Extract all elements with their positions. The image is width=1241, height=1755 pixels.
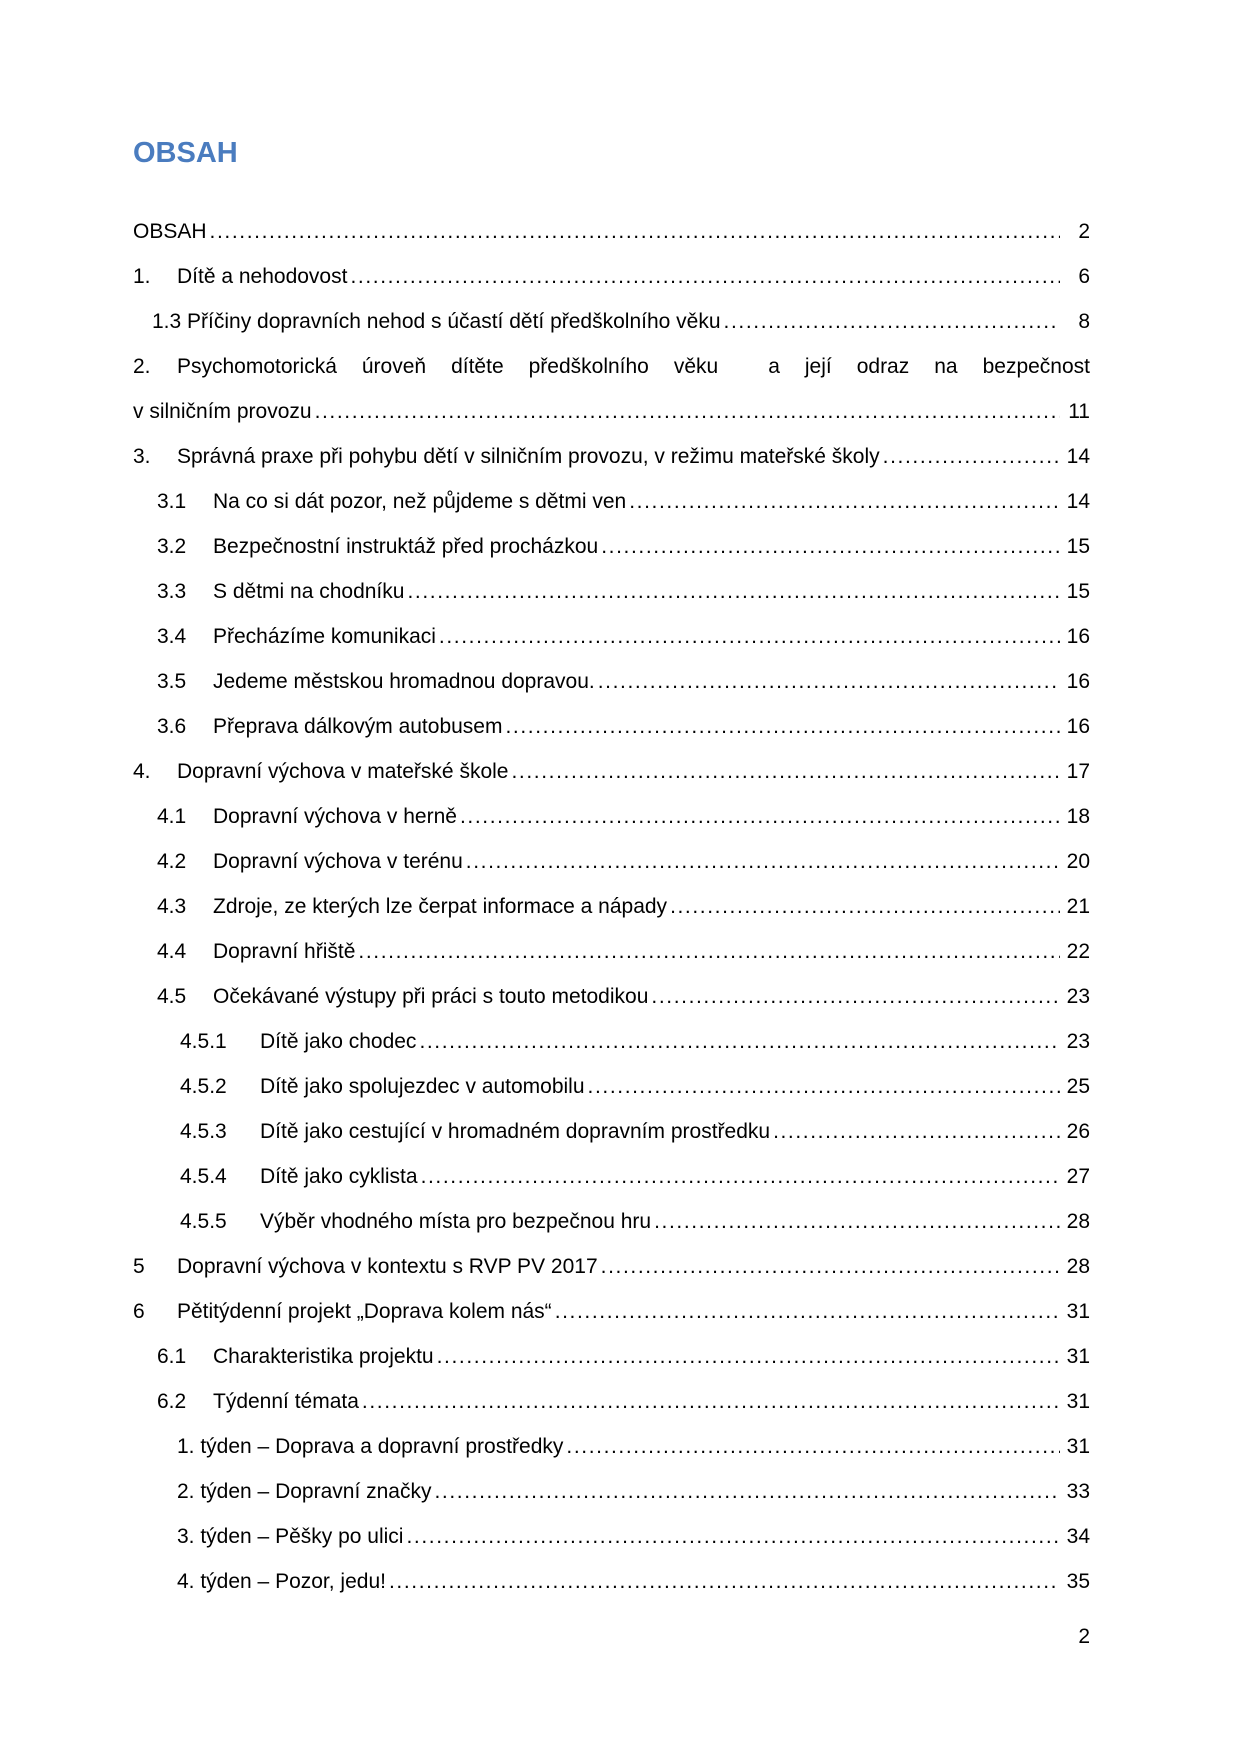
toc-entry[interactable] bbox=[152, 302, 1090, 342]
toc-entry-number: 2. bbox=[133, 355, 151, 378]
toc-entry[interactable] bbox=[177, 1517, 1090, 1557]
toc-entry-page: 28 bbox=[1066, 1210, 1090, 1233]
toc-leader-dots bbox=[407, 572, 1060, 612]
toc-entry-number: 4.5.4 bbox=[180, 1165, 227, 1188]
toc-entry[interactable] bbox=[133, 257, 1090, 297]
toc-entry[interactable] bbox=[133, 752, 1090, 792]
toc-entry-page: 17 bbox=[1066, 760, 1090, 783]
toc-entry-page: 15 bbox=[1066, 580, 1090, 603]
toc-entry-label: 3. týden – Pěšky po ulici bbox=[177, 1525, 404, 1548]
toc-leader-dots bbox=[439, 617, 1060, 657]
toc-leader-dots bbox=[505, 707, 1060, 747]
toc-entry-label: Na co si dát pozor, než půjdeme s dětmi ven bbox=[213, 490, 627, 513]
toc-entry-label: Charakteristika projektu bbox=[213, 1345, 434, 1368]
toc-entry[interactable] bbox=[180, 1112, 1090, 1152]
toc-entry-page: 26 bbox=[1066, 1120, 1090, 1143]
toc-leader-dots bbox=[555, 1292, 1060, 1332]
toc-entry-page: 14 bbox=[1066, 490, 1090, 513]
toc-entry-number: 6.2 bbox=[157, 1390, 187, 1413]
toc-entry-label: Týdenní témata bbox=[213, 1390, 359, 1413]
toc-entry-number: 4.5.5 bbox=[180, 1210, 227, 1233]
toc-entry-label: Dítě jako cyklista bbox=[260, 1165, 418, 1188]
toc-entry[interactable] bbox=[157, 842, 1090, 882]
toc-leader-dots bbox=[629, 482, 1060, 522]
toc-leader-dots bbox=[601, 527, 1060, 567]
toc-entry-number: 5 bbox=[133, 1255, 145, 1278]
toc-leader-dots bbox=[358, 932, 1060, 972]
toc-entry-page: 16 bbox=[1066, 625, 1090, 648]
page-title: OBSAH bbox=[133, 137, 238, 169]
toc-leader-dots bbox=[883, 437, 1060, 477]
toc-entry[interactable] bbox=[157, 482, 1090, 522]
toc-leader-dots bbox=[654, 1202, 1060, 1242]
toc-leader-dots bbox=[670, 887, 1060, 927]
toc-entry-number: 4.5.2 bbox=[180, 1075, 227, 1098]
toc-leader-dots bbox=[437, 1337, 1060, 1377]
toc-entry-page: 14 bbox=[1066, 445, 1090, 468]
toc-entry-label: 2. týden – Dopravní značky bbox=[177, 1480, 432, 1503]
toc-entry-number: 6 bbox=[133, 1300, 145, 1323]
toc-entry-page: 21 bbox=[1066, 895, 1090, 918]
toc-entry-label: Dopravní výchova v mateřské škole bbox=[177, 760, 509, 783]
toc-entry-page: 25 bbox=[1066, 1075, 1090, 1098]
toc-entry[interactable] bbox=[157, 1337, 1090, 1377]
toc-entry-label: Jedeme městskou hromadnou dopravou. bbox=[213, 670, 595, 693]
toc-entry[interactable] bbox=[180, 1022, 1090, 1062]
toc-entry[interactable] bbox=[177, 1472, 1090, 1512]
toc-entry-label: v silničním provozu bbox=[133, 400, 312, 423]
toc-entry-label: 1. týden – Doprava a dopravní prostředky bbox=[177, 1435, 564, 1458]
toc-entry-label: Dopravní výchova v terénu bbox=[213, 850, 463, 873]
toc-leader-dots bbox=[724, 302, 1060, 342]
toc-entry-page: 31 bbox=[1066, 1390, 1090, 1413]
toc-entry-page: 8 bbox=[1078, 310, 1090, 333]
toc-entry-label: 1.3 Příčiny dopravních nehod s účastí dětí předškolního věku bbox=[152, 310, 721, 333]
toc-entry-number: 4.2 bbox=[157, 850, 187, 873]
toc-entry-label: Psychomotorická úroveň dítěte předškolního věku a její odraz na bezpečnost bbox=[177, 355, 1090, 378]
toc-entry-label: OBSAH bbox=[133, 220, 207, 243]
toc-entry-page: 11 bbox=[1068, 400, 1090, 423]
toc-leader-dots bbox=[350, 257, 1060, 297]
toc-entry-page: 31 bbox=[1066, 1435, 1090, 1458]
toc-entry[interactable] bbox=[133, 1247, 1090, 1287]
toc-entry-label: Dítě jako cestující v hromadném dopravním prostředku bbox=[260, 1120, 771, 1143]
toc-entry-number: 4.5.1 bbox=[180, 1030, 227, 1053]
toc-entry[interactable] bbox=[177, 1427, 1090, 1467]
toc-entry[interactable] bbox=[157, 617, 1090, 657]
toc-entry-label: Dopravní výchova v kontextu s RVP PV 2017 bbox=[177, 1255, 598, 1278]
toc-leader-dots bbox=[419, 1022, 1060, 1062]
toc-entry-number: 3.5 bbox=[157, 670, 187, 693]
toc-leader-dots bbox=[651, 977, 1060, 1017]
toc-entry-number: 3.3 bbox=[157, 580, 187, 603]
toc-leader-dots bbox=[566, 1427, 1060, 1467]
toc-entry-label: Přecházíme komunikaci bbox=[213, 625, 436, 648]
toc-entry-number: 4.1 bbox=[157, 805, 187, 828]
toc-entry[interactable] bbox=[157, 797, 1090, 837]
toc-leader-dots bbox=[389, 1562, 1060, 1602]
toc-entry[interactable] bbox=[177, 1562, 1090, 1602]
toc-entry[interactable] bbox=[157, 572, 1090, 612]
toc-entry-number: 3.6 bbox=[157, 715, 187, 738]
toc-leader-dots bbox=[421, 1157, 1060, 1197]
toc-entry[interactable] bbox=[133, 437, 1090, 477]
toc-entry-page: 27 bbox=[1066, 1165, 1090, 1188]
toc-entry[interactable] bbox=[180, 1157, 1090, 1197]
toc-entry[interactable] bbox=[157, 707, 1090, 747]
toc-entry-number: 3. bbox=[133, 445, 151, 468]
toc-entry-number: 3.2 bbox=[157, 535, 187, 558]
toc-entry-page: 35 bbox=[1066, 1570, 1090, 1593]
toc-leader-dots bbox=[460, 797, 1060, 837]
toc-entry[interactable] bbox=[157, 887, 1090, 927]
footer-page-number: 2 bbox=[1078, 1625, 1090, 1648]
toc-leader-dots bbox=[601, 1247, 1060, 1287]
toc-entry-page: 16 bbox=[1066, 715, 1090, 738]
toc-entry-label: Dopravní výchova v herně bbox=[213, 805, 457, 828]
toc-entry-label: Dopravní hřiště bbox=[213, 940, 356, 963]
toc-entry-number: 3.4 bbox=[157, 625, 187, 648]
toc-entry[interactable] bbox=[157, 662, 1090, 702]
toc-entry[interactable] bbox=[157, 1382, 1090, 1422]
toc-entry[interactable] bbox=[157, 527, 1090, 567]
toc-entry-label: Očekávané výstupy při práci s touto metodikou bbox=[213, 985, 649, 1008]
toc-entry-label: Dítě a nehodovost bbox=[177, 265, 348, 288]
table-of-contents bbox=[133, 212, 1090, 1602]
toc-entry-page: 28 bbox=[1066, 1255, 1090, 1278]
toc-entry[interactable] bbox=[157, 932, 1090, 972]
toc-entry-page: 31 bbox=[1066, 1345, 1090, 1368]
toc-entry-label: S dětmi na chodníku bbox=[213, 580, 405, 603]
toc-leader-dots bbox=[773, 1112, 1060, 1152]
toc-entry-label: Správná praxe při pohybu dětí v silničním provozu, v režimu mateřské školy bbox=[177, 445, 880, 468]
toc-leader-dots bbox=[598, 662, 1060, 702]
toc-leader-dots bbox=[511, 752, 1060, 792]
toc-leader-dots bbox=[466, 842, 1060, 882]
toc-entry-page: 34 bbox=[1066, 1525, 1090, 1548]
toc-entry[interactable] bbox=[180, 1202, 1090, 1242]
toc-leader-dots bbox=[588, 1067, 1060, 1107]
toc-entry-label: Dítě jako chodec bbox=[260, 1030, 417, 1053]
toc-leader-dots bbox=[434, 1472, 1060, 1512]
toc-entry-page: 23 bbox=[1066, 985, 1090, 1008]
toc-entry-page: 18 bbox=[1066, 805, 1090, 828]
toc-leader-dots bbox=[315, 392, 1060, 432]
toc-entry-label: Výběr vhodného místa pro bezpečnou hru bbox=[260, 1210, 652, 1233]
toc-entry-number: 4.3 bbox=[157, 895, 187, 918]
toc-entry-number: 1. bbox=[133, 265, 151, 288]
toc-entry-page: 6 bbox=[1078, 265, 1090, 288]
toc-entry[interactable] bbox=[180, 1067, 1090, 1107]
toc-entry-page: 22 bbox=[1066, 940, 1090, 963]
toc-entry[interactable] bbox=[157, 977, 1090, 1017]
toc-leader-dots bbox=[406, 1517, 1060, 1557]
toc-entry-page: 2 bbox=[1078, 220, 1090, 243]
toc-entry-number: 4. bbox=[133, 760, 151, 783]
toc-entry-page: 23 bbox=[1066, 1030, 1090, 1053]
toc-entry-page: 15 bbox=[1066, 535, 1090, 558]
toc-entry-label: Zdroje, ze kterých lze čerpat informace a nápady bbox=[213, 895, 668, 918]
toc-entry-page: 33 bbox=[1066, 1480, 1090, 1503]
toc-entry-number: 4.5 bbox=[157, 985, 187, 1008]
toc-entry-page: 16 bbox=[1066, 670, 1090, 693]
toc-leader-dots bbox=[362, 1382, 1060, 1422]
toc-entry-label: Bezpečnostní instruktáž před procházkou bbox=[213, 535, 599, 558]
toc-entry[interactable] bbox=[133, 1292, 1090, 1332]
toc-entry-label: Přeprava dálkovým autobusem bbox=[213, 715, 503, 738]
toc-entry-label: 4. týden – Pozor, jedu! bbox=[177, 1570, 386, 1593]
toc-entry-number: 4.5.3 bbox=[180, 1120, 227, 1143]
toc-entry-label: Dítě jako spolujezdec v automobilu bbox=[260, 1075, 585, 1098]
toc-entry-label: Pětitýdenní projekt „Doprava kolem nás“ bbox=[177, 1300, 552, 1323]
toc-entry[interactable] bbox=[133, 212, 1090, 252]
toc-entry[interactable] bbox=[133, 392, 1090, 432]
toc-leader-dots bbox=[210, 212, 1060, 252]
toc-entry-number: 4.4 bbox=[157, 940, 187, 963]
toc-entry-number: 3.1 bbox=[157, 490, 187, 513]
toc-entry-page: 31 bbox=[1066, 1300, 1090, 1323]
toc-entry-number: 6.1 bbox=[157, 1345, 187, 1368]
toc-entry[interactable] bbox=[133, 347, 1090, 387]
toc-entry-page: 20 bbox=[1066, 850, 1090, 873]
